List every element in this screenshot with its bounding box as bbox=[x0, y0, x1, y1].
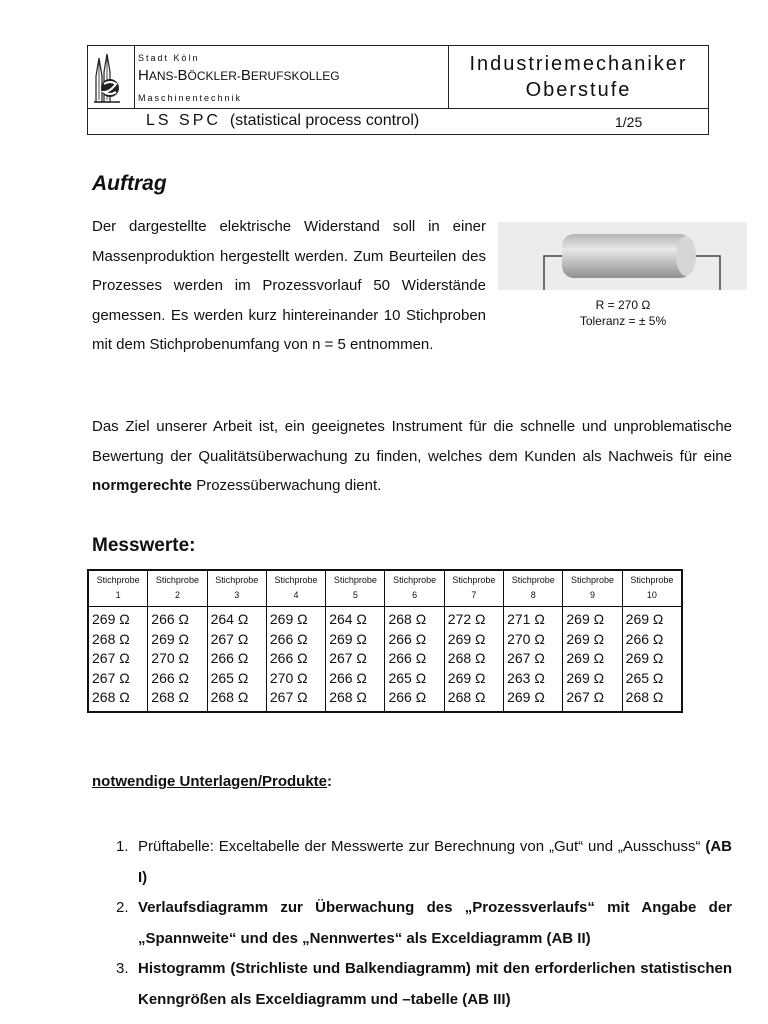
sample-label: Stichprobe bbox=[274, 575, 318, 585]
list-item-number: 3. bbox=[116, 960, 129, 977]
measurement-value: 269 Ω bbox=[329, 630, 367, 647]
messwerte-table bbox=[87, 569, 683, 713]
table-values-row bbox=[88, 607, 682, 712]
measurement-value: 269 Ω bbox=[566, 669, 605, 686]
list-item bbox=[92, 832, 732, 893]
auftrag-heading: Auftrag bbox=[92, 172, 167, 195]
sample-label: Stichprobe bbox=[333, 575, 377, 585]
measurement-value: 266 Ω bbox=[151, 669, 190, 686]
ls-title bbox=[146, 112, 419, 130]
goal-text-bold: normgerechte bbox=[92, 477, 193, 494]
measurement-value: 265 Ω bbox=[388, 669, 427, 686]
measurement-value: 266 Ω bbox=[269, 650, 308, 666]
measurement-value: 266 Ω bbox=[388, 650, 427, 666]
measurement-value: 267 Ω bbox=[92, 650, 130, 666]
measurement-value: 269 Ω bbox=[269, 611, 308, 627]
measurement-value: 267 Ω bbox=[566, 689, 605, 705]
table-cell bbox=[266, 607, 325, 712]
sample-label: Stichprobe bbox=[96, 575, 140, 585]
table-cell bbox=[385, 607, 444, 712]
list-item bbox=[92, 954, 732, 1015]
measurement-value: 269 Ω bbox=[507, 689, 545, 705]
sample-label: Stichprobe bbox=[155, 575, 199, 585]
measurement-value: 268 Ω bbox=[388, 611, 427, 627]
table-header-cell bbox=[207, 570, 266, 607]
table-cell bbox=[88, 607, 148, 712]
measurement-value: 269 Ω bbox=[625, 650, 664, 666]
sample-number: 9 bbox=[590, 590, 596, 600]
table-cell bbox=[504, 607, 563, 712]
list-item-number: 2. bbox=[116, 899, 129, 916]
header-bottom-row bbox=[88, 108, 708, 134]
resistor-tolerance: Toleranz = ± 5% bbox=[579, 314, 667, 328]
goal-text-part1: Das Ziel unserer Arbeit ist, ein geeignetes Instrument für die schnelle und unproblematische Bewertung der Qualitätsüberwachung zu finden, welches dem Kunden als Nachweis für eine bbox=[92, 418, 732, 465]
measurement-value: 267 Ω bbox=[507, 650, 545, 666]
unterlagen-list bbox=[92, 832, 732, 1015]
measurement-value: 264 Ω bbox=[329, 611, 367, 627]
table-cell bbox=[622, 607, 682, 712]
measurement-value: 268 Ω bbox=[151, 689, 190, 705]
sample-number: 1 bbox=[115, 590, 121, 600]
school-logo bbox=[88, 46, 135, 108]
unterlagen-heading bbox=[92, 773, 332, 790]
measurement-value: 266 Ω bbox=[269, 630, 308, 647]
school-name-b1: B bbox=[177, 67, 188, 84]
table-cell bbox=[563, 607, 622, 712]
measurement-value: 268 Ω bbox=[625, 689, 664, 705]
sample-number: 2 bbox=[174, 590, 180, 600]
course-title bbox=[449, 46, 708, 108]
page-number: 1/25 bbox=[615, 114, 643, 130]
sample-label: Stichprobe bbox=[571, 575, 615, 585]
measurement-value: 268 Ω bbox=[447, 650, 486, 666]
list-item-number: 1. bbox=[116, 838, 129, 855]
header-top-row bbox=[88, 46, 708, 109]
measurement-value: 268 Ω bbox=[329, 689, 367, 705]
measurement-value: 266 Ω bbox=[329, 669, 367, 686]
sample-label: Stichprobe bbox=[511, 575, 555, 585]
sample-label: Stichprobe bbox=[215, 575, 259, 585]
measurement-value: 272 Ω bbox=[447, 611, 486, 627]
document-header bbox=[87, 45, 709, 135]
measurement-value: 270 Ω bbox=[151, 650, 190, 666]
school-name-part3: ERUFSKOLLEG bbox=[250, 69, 340, 83]
measurement-value: 267 Ω bbox=[329, 650, 367, 666]
measurement-value: 267 Ω bbox=[92, 669, 130, 686]
measurement-value: 264 Ω bbox=[210, 611, 249, 627]
list-item-bold: Histogramm (Strichliste und Balkendiagramm) mit den erforderlichen statistischen Kenngrößen als Exceldiagramm und –tabelle (AB III) bbox=[138, 960, 732, 1008]
sample-number: 4 bbox=[293, 590, 299, 600]
table-header-cell bbox=[385, 570, 444, 607]
measurement-value: 269 Ω bbox=[447, 669, 486, 686]
measurement-value: 269 Ω bbox=[566, 611, 605, 627]
measurement-value: 269 Ω bbox=[92, 611, 130, 627]
measurement-value: 263 Ω bbox=[507, 669, 545, 686]
table-cell bbox=[148, 607, 207, 712]
list-item-bold: (AB I) bbox=[138, 838, 732, 886]
list-item bbox=[92, 893, 732, 954]
table-header-cell bbox=[266, 570, 325, 607]
resistor-caption bbox=[548, 297, 698, 329]
measurement-value: 265 Ω bbox=[625, 669, 664, 686]
school-block bbox=[88, 46, 449, 108]
measurement-value: 267 Ω bbox=[269, 689, 308, 705]
sample-label: Stichprobe bbox=[630, 575, 674, 585]
sample-number: 6 bbox=[412, 590, 418, 600]
measurement-value: 269 Ω bbox=[566, 630, 605, 647]
list-item-bold: Verlaufsdiagramm zur Überwachung des „Prozessverlaufs“ mit Angabe der „Spannweite“ und des „Nennwertes“ als Exceldiagramm (AB II) bbox=[138, 899, 732, 947]
measurement-value: 266 Ω bbox=[625, 630, 664, 647]
course-line-1: Industriemechaniker bbox=[469, 53, 688, 75]
resistor-value: R = 270 Ω bbox=[595, 298, 651, 312]
measurement-value: 270 Ω bbox=[507, 630, 545, 647]
school-department: Maschinentechnik bbox=[138, 93, 243, 103]
messwerte-heading: Messwerte: bbox=[92, 535, 196, 556]
table-header-row bbox=[88, 570, 682, 607]
sample-number: 8 bbox=[530, 590, 536, 600]
table-header-cell bbox=[326, 570, 385, 607]
goal-text bbox=[92, 412, 732, 501]
table-header-cell bbox=[444, 570, 503, 607]
list-item-text: Prüftabelle: Exceltabelle der Messwerte zur Berechnung von „Gut“ und „Ausschuss“ bbox=[138, 838, 706, 855]
table-header-cell bbox=[504, 570, 563, 607]
measurement-value: 268 Ω bbox=[210, 689, 249, 705]
school-name-h: H bbox=[138, 67, 149, 84]
measurement-value: 268 Ω bbox=[447, 689, 486, 705]
measurement-value: 270 Ω bbox=[269, 669, 308, 686]
resistor-image bbox=[498, 222, 747, 290]
table-cell bbox=[207, 607, 266, 712]
sample-number: 7 bbox=[471, 590, 477, 600]
table-header-cell bbox=[563, 570, 622, 607]
measurement-value: 269 Ω bbox=[625, 611, 664, 627]
sample-number: 3 bbox=[234, 590, 240, 600]
cologne-cathedral-logo-icon bbox=[88, 46, 134, 108]
measurement-value: 266 Ω bbox=[388, 689, 427, 705]
course-line-2: Oberstufe bbox=[525, 79, 632, 101]
resistor-icon bbox=[498, 222, 747, 290]
school-name-part1: ANS- bbox=[148, 69, 178, 83]
ls-subtitle: (statistical process control) bbox=[229, 112, 420, 129]
sample-label: Stichprobe bbox=[452, 575, 496, 585]
school-city: Stadt Köln bbox=[138, 53, 200, 63]
sample-number: 10 bbox=[646, 590, 657, 600]
unterlagen-heading-colon: : bbox=[327, 773, 333, 790]
measurement-value: 271 Ω bbox=[507, 611, 545, 627]
table-header-cell bbox=[622, 570, 682, 607]
sample-label: Stichprobe bbox=[393, 575, 437, 585]
measurement-value: 268 Ω bbox=[92, 630, 130, 647]
measurement-value: 268 Ω bbox=[92, 689, 130, 705]
auftrag-text: Der dargestellte elektrische Widerstand soll in einer Massenproduktion hergestellt werden. Zum Beurteilen des Prozesses werden im Prozessvorlauf 50 Widerstände gemessen. Es werden kurz hintereinander 10 Stichproben mit dem Stichprobenumfang von n = 5 entnommen. bbox=[92, 218, 486, 353]
unterlagen-heading-text: notwendige Unterlagen/Produkte bbox=[92, 773, 328, 790]
school-name-b2: B bbox=[240, 67, 251, 84]
ls-code: LS SPC bbox=[146, 112, 221, 129]
school-name bbox=[138, 67, 340, 84]
measurement-value: 266 Ω bbox=[388, 630, 427, 647]
school-name-part2: ÖCKLER- bbox=[187, 69, 241, 83]
table-cell bbox=[444, 607, 503, 712]
table-header-cell bbox=[148, 570, 207, 607]
measurement-value: 266 Ω bbox=[151, 611, 190, 627]
measurement-value: 266 Ω bbox=[210, 650, 249, 666]
table-header-cell bbox=[88, 570, 148, 607]
goal-text-part2: Prozessüberwachung dient. bbox=[192, 477, 382, 494]
measurement-value: 269 Ω bbox=[566, 650, 605, 666]
table-cell bbox=[326, 607, 385, 712]
measurement-value: 269 Ω bbox=[447, 630, 486, 647]
measurement-value: 265 Ω bbox=[210, 669, 249, 686]
measurement-value: 267 Ω bbox=[210, 630, 249, 647]
sample-number: 5 bbox=[352, 590, 358, 600]
measurement-value: 269 Ω bbox=[151, 630, 190, 647]
